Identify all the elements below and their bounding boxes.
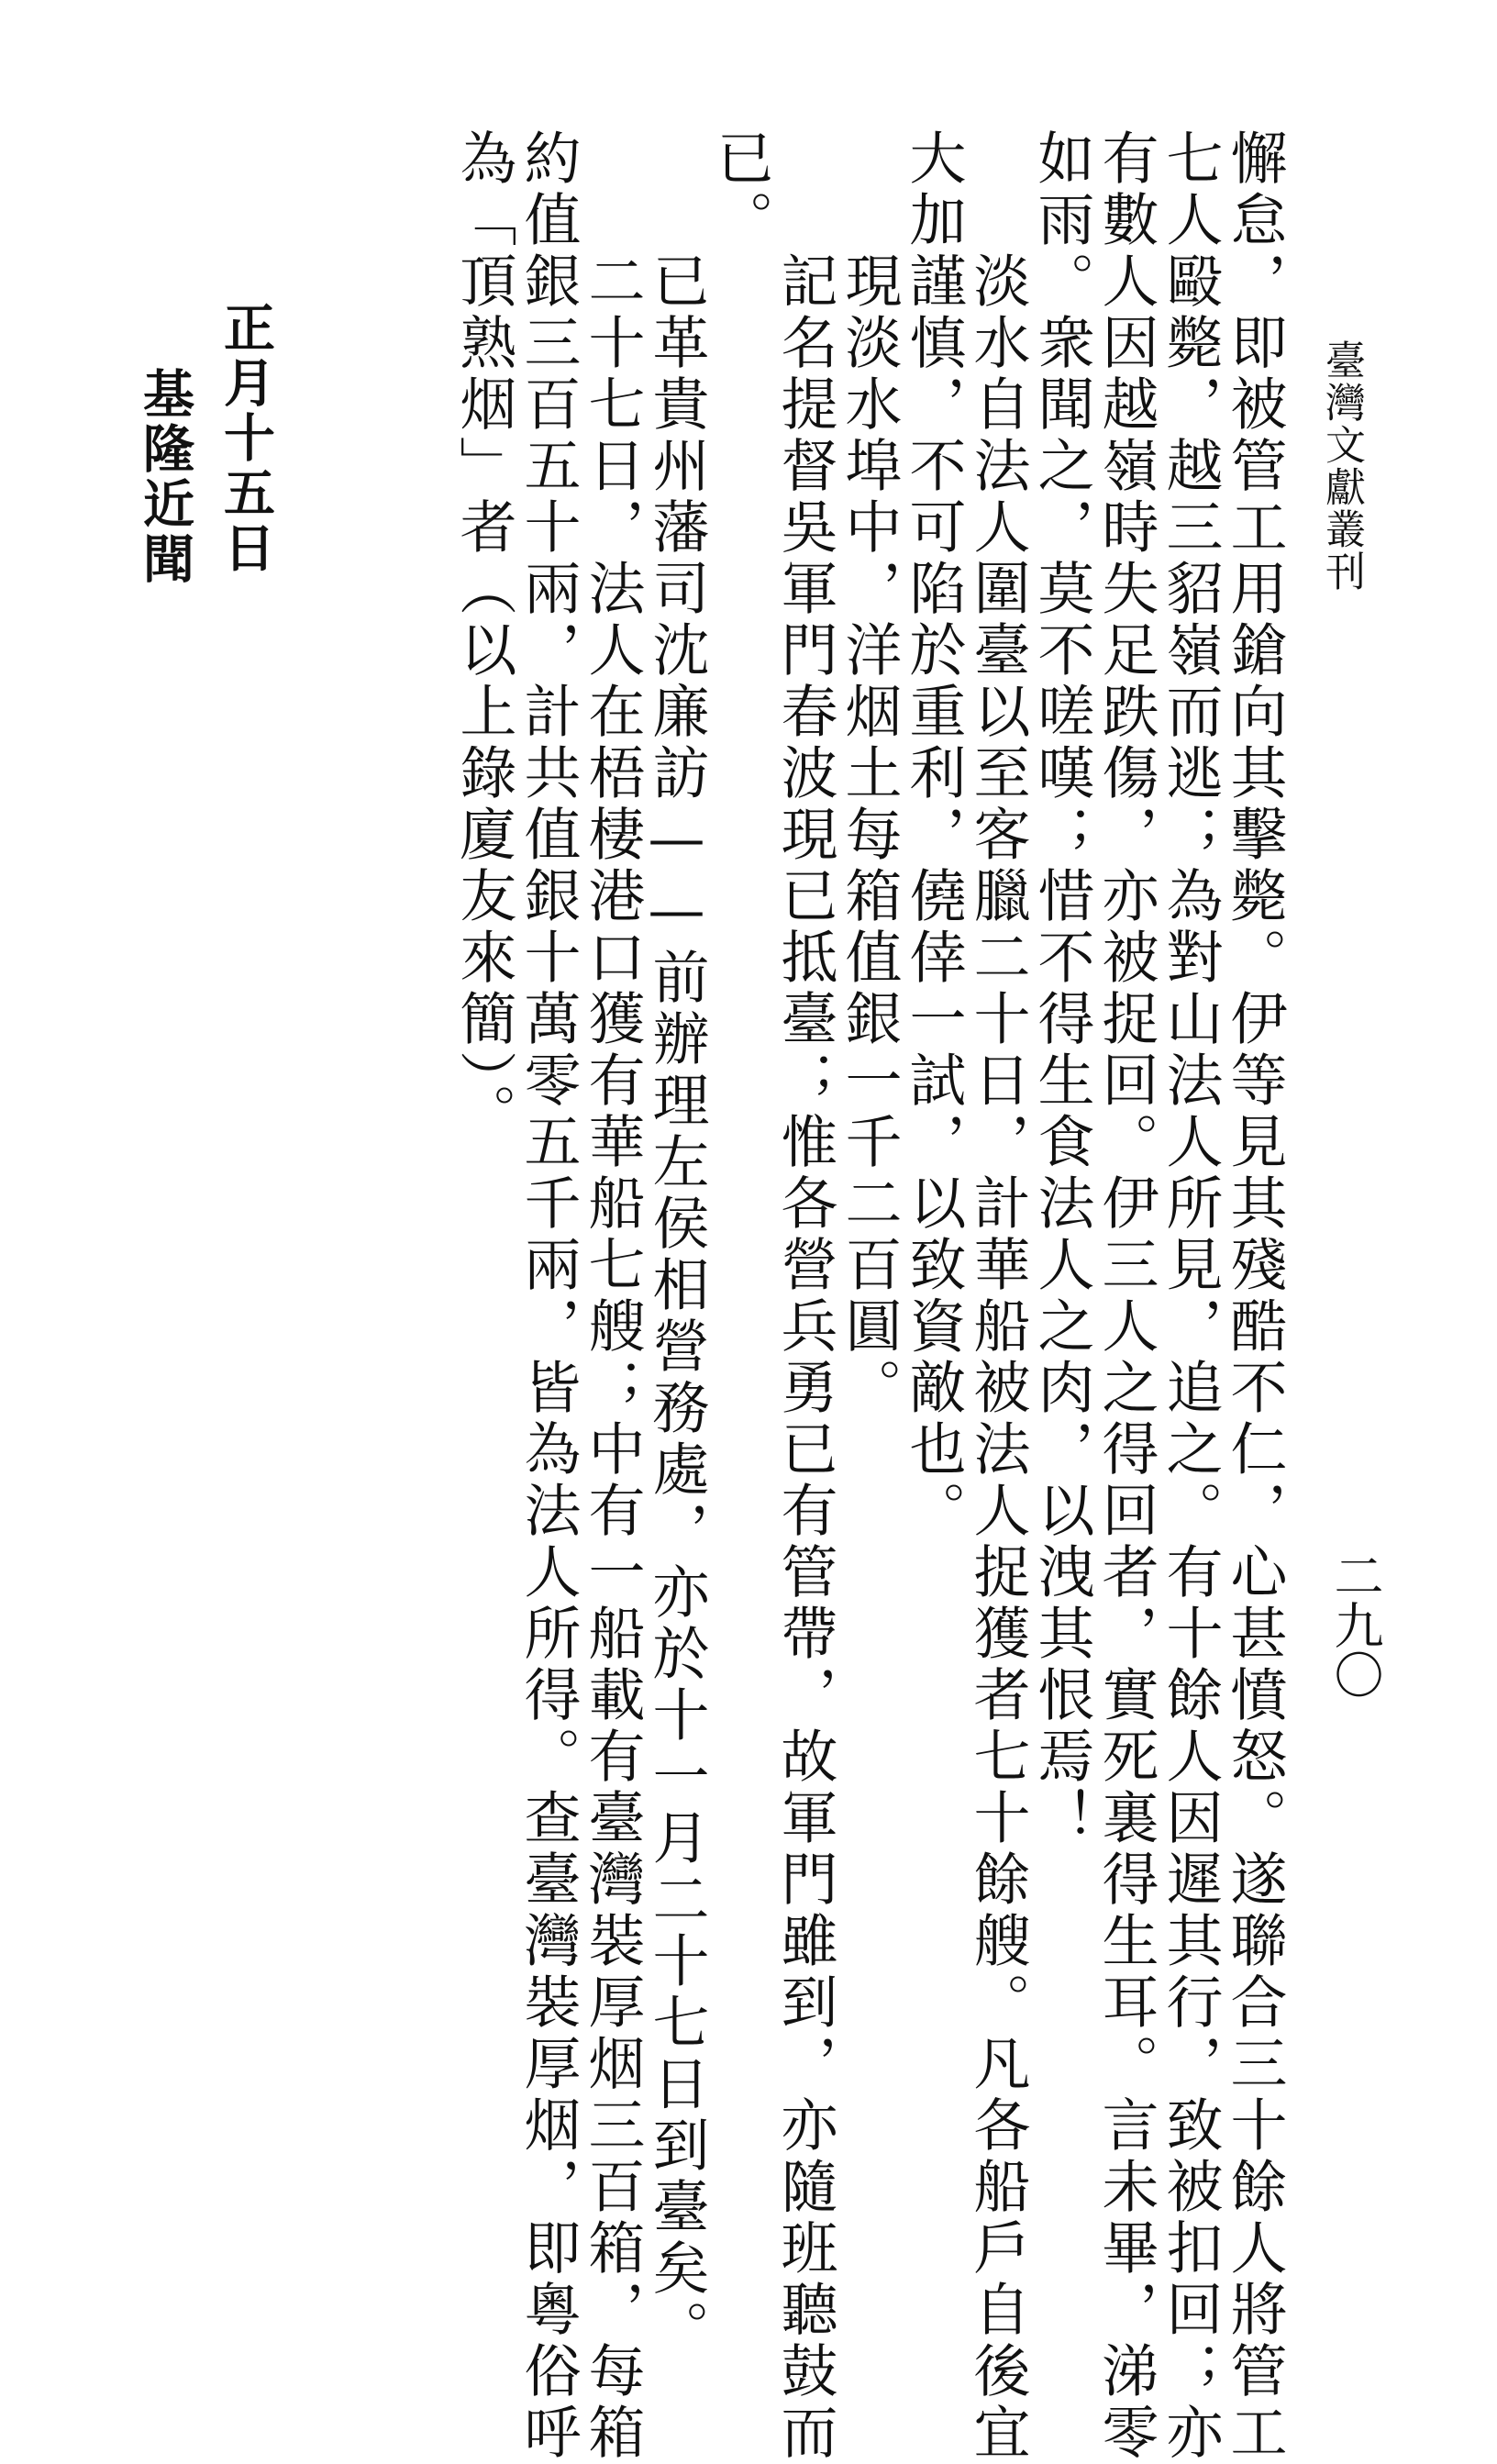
- text-line-9: 已。: [707, 128, 774, 251]
- text-line-5: 淡水自法人圍臺以至客臘二十日，計華船被法人捉獲者七十餘艘。凡各船戶自後宜: [964, 251, 1031, 2464]
- running-header-title: 臺灣文獻叢刊: [1318, 339, 1365, 593]
- text-line-8: 記名提督吳軍門春波現已抵臺；惟各營兵勇已有管帶，故軍門雖到，亦隨班聽鼓而: [771, 251, 838, 2464]
- text-line-10: 已革貴州藩司沈廉訪——前辦理左侯相營務處，亦於十一月二十七日到臺矣。: [643, 251, 710, 2361]
- date-heading: 正月十五日: [216, 301, 276, 576]
- text-line-13: 為「頂熟烟」者（以上錄廈友來簡）。: [450, 128, 517, 1145]
- page-number: 二九〇: [1326, 1550, 1384, 1699]
- text-line-11: 二十七日，法人在梧棲港口獲有華船七艘；中有一船載有臺灣裝厚烟三百箱，每箱: [579, 251, 646, 2464]
- text-line-6: 大加謹慎，不可陷於重利，僥倖一試，以致資敵也。: [900, 128, 967, 1542]
- text-line-4: 如雨。衆聞之，莫不嗟嘆；惜不得生食法人之肉，以洩其恨焉！: [1028, 128, 1095, 1849]
- text-line-1: 懈怠，即被管工用鎗向其擊斃。伊等見其殘酷不仁，心甚憤怒。遂聯合三十餘人將管工: [1221, 128, 1288, 2464]
- text-line-3: 有數人因越嶺時失足跌傷，亦被捉回。伊三人之得回者，實死裏得生耳。言未畢，涕零: [1092, 128, 1159, 2464]
- text-line-12: 約值銀三百五十兩，計共值銀十萬零五千兩，皆為法人所得。查臺灣裝厚烟，即粵俗呼: [515, 128, 582, 2464]
- text-line-2: 七人毆斃，越三貂嶺而逃；為對山法人所見，追之。有十餘人因遲其行，致被扣回；亦: [1157, 128, 1224, 2464]
- section-heading: 基隆近聞: [135, 367, 195, 587]
- text-line-7: 現淡水埠中，洋烟土每箱值銀一千二百圓。: [836, 251, 903, 1419]
